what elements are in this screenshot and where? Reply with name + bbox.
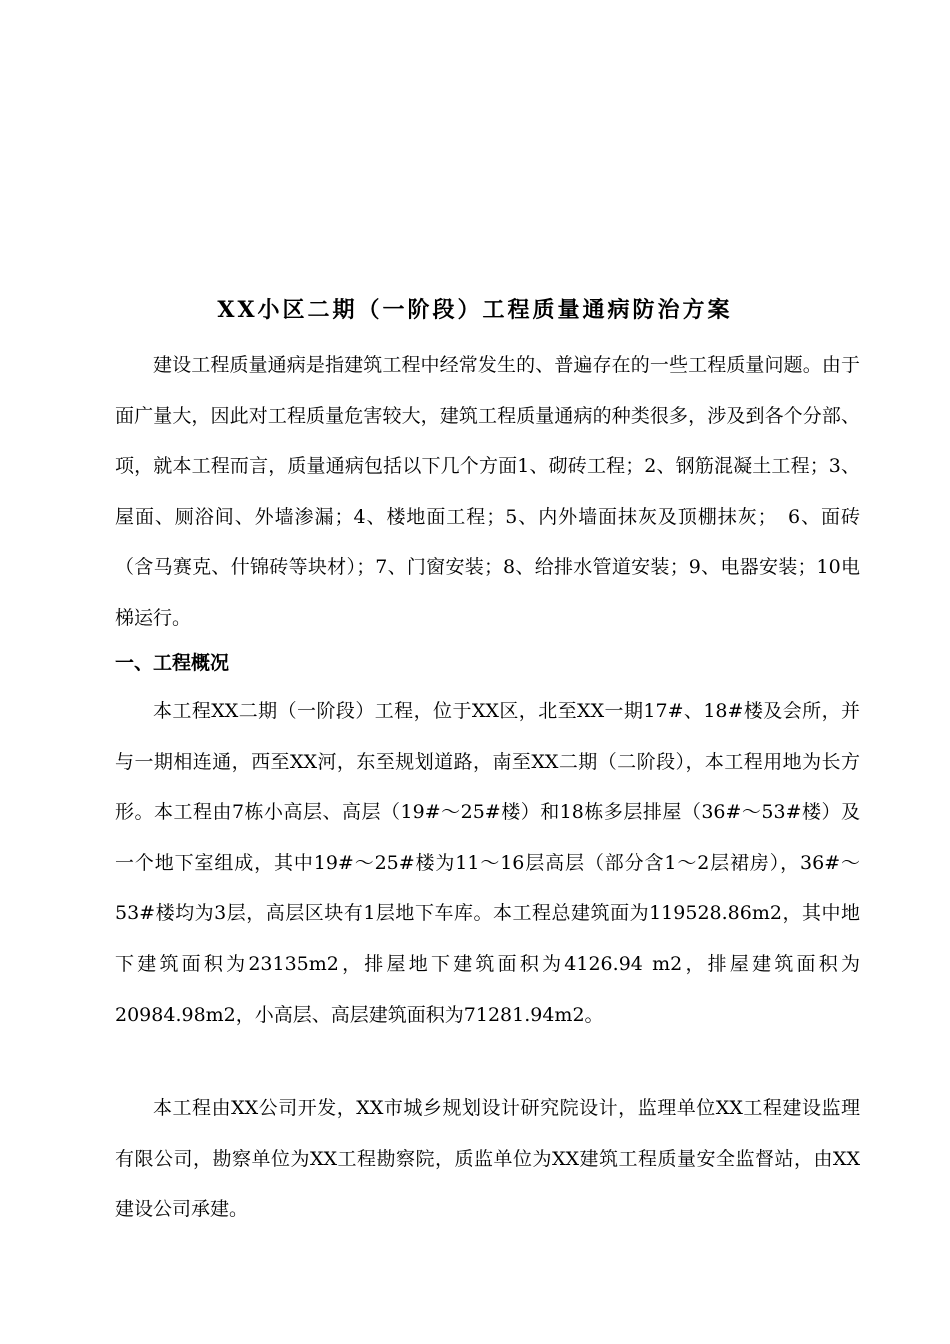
document-title: XX小区二期（一阶段）工程质量通病防治方案 — [217, 297, 733, 323]
section-heading-overview: 一、工程概况 — [115, 652, 230, 674]
contractors-paragraph: 本工程由XX公司开发，XX市城乡规划设计研究院设计，监理单位XX工程建设监理有限公司，勘察单位为XX工程勘察院，质监单位为XX建筑工程质量安全监督站，由XX建设公司承建。 — [115, 1097, 860, 1221]
intro-paragraph: 建设工程质量通病是指建筑工程中经常发生的、普遍存在的一些工程质量问题。由于面广量大，因此对工程质量危害较大，建筑工程质量通病的种类很多，涉及到各个分部、项，就本工程而言，质量通病包括以下几个方面1、砌砖工程；2、钢筋混凝土工程；3、屋面、厕浴间、外墙渗漏；4、楼地面工程；5、内外墙面抹灰及顶棚抹灰； 6、面砖（含马赛克、什锦砖等块材）；7、门窗安装；8、给排水管道安装；9、电器安装；10电梯运行。 — [115, 354, 860, 629]
overview-paragraph: 本工程XX二期（一阶段）工程，位于XX区，北至XX一期17#、18#楼及会所，并与一期相连通，西至XX河，东至规划道路，南至XX二期（二阶段），本工程用地为长方形。本工程由7栋小高层、高层（19#～25#楼）和18栋多层排屋（36#～53#楼）及一个地下室组成，其中19#～25#楼为11～16层高层（部分含1～2层裙房），36#～53#楼均为3层，高层区块有1层地下车库。本工程总建筑面为119528.86m2，其中地下建筑面积为23135m2，排屋地下建筑面积为4126.94 m2，排屋建筑面积为20984.98m2，小高层、高层建筑面积为71281.94m2。 — [115, 700, 860, 1026]
